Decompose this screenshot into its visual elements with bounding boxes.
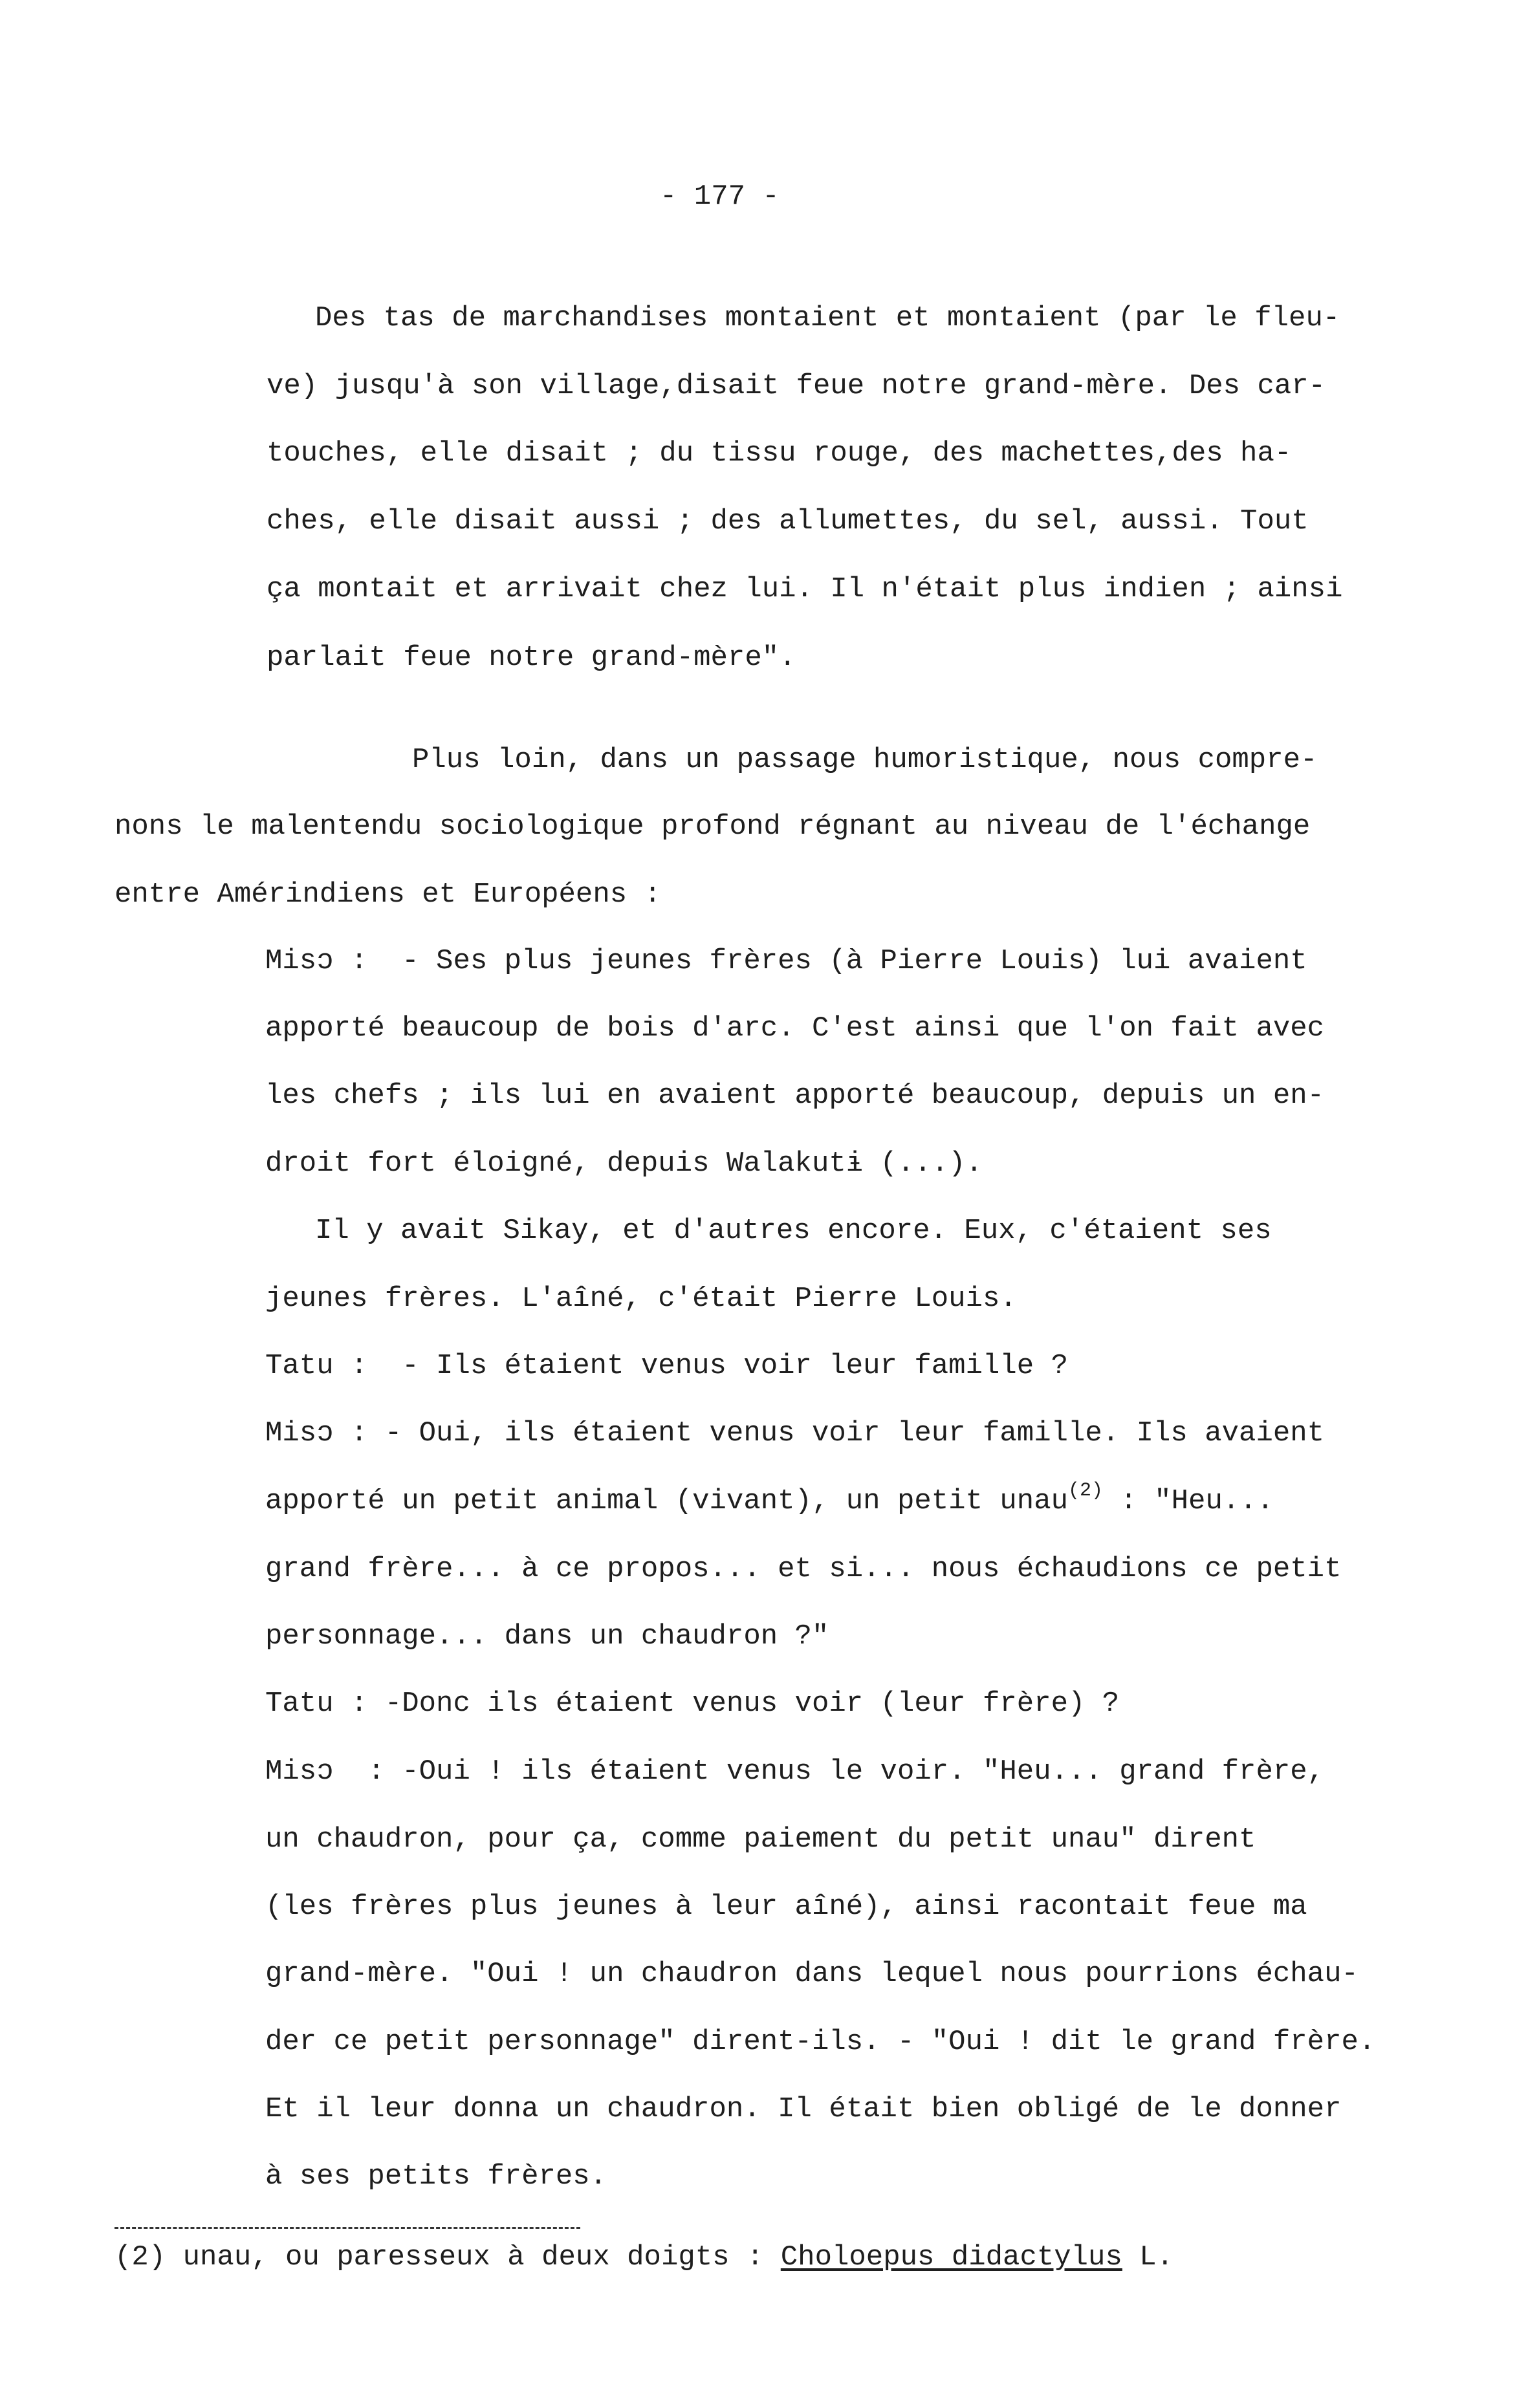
dialogue-line-2: apporté beaucoup de bois d'arc. C'est ainsi que l'on fait avec (265, 1012, 1325, 1045)
paragraph-2-line-3: entre Amérindiens et Européens : (115, 878, 661, 911)
dialogue-line-14: un chaudron, pour ça, comme paiement du petit unau" dirent (265, 1823, 1256, 1856)
paragraph-2-line-1: Plus loin, dans un passage humoristique, nous compre- (412, 744, 1318, 776)
dialogue-line-16: grand-mère. "Oui ! un chaudron dans lequel nous pourrions échau- (265, 1958, 1359, 1990)
dialogue-line-3: les chefs ; ils lui en avaient apporté beaucoup, depuis un en- (265, 1079, 1325, 1112)
dialogue-line-8: Misɔ : - Oui, ils étaient venus voir leur famille. Ils avaient (265, 1417, 1325, 1449)
paragraph-1-line-2: ve) jusqu'à son village,disait feue notre grand-mère. Des car- (267, 370, 1326, 402)
dialogue-line-9-text: apporté un petit animal (vivant), un petit unau (265, 1485, 1069, 1517)
paragraph-1-line-1: Des tas de marchandises montaient et montaient (par le fleu- (315, 302, 1340, 334)
footnote-text: (2) unau, ou paresseux à deux doigts : (115, 2241, 781, 2273)
dialogue-line-6: jeunes frères. L'aîné, c'était Pierre Louis. (265, 1283, 1017, 1315)
paragraph-1-line-3: touches, elle disait ; du tissu rouge, des machettes,des ha- (267, 437, 1292, 470)
paragraph-1-line-6: parlait feue notre grand-mère". (267, 642, 796, 674)
dialogue-line-13: Misɔ : -Oui ! ils étaient venus le voir. "Heu... grand frère, (265, 1755, 1325, 1788)
dialogue-line-10: grand frère... à ce propos... et si... nous échaudions ce petit (265, 1553, 1342, 1585)
dialogue-line-9 (265, 1480, 1274, 1517)
dialogue-line-12: Tatu : -Donc ils étaient venus voir (leur frère) ? (265, 1687, 1120, 1720)
dialogue-line-4: droit fort éloigné, depuis Walakutɨ (...). (265, 1147, 983, 1180)
footnote-author: L. (1122, 2241, 1174, 2273)
dialogue-line-19: à ses petits frères. (265, 2160, 607, 2193)
paragraph-2-line-2: nons le malentendu sociologique profond régnant au niveau de l'échange (115, 810, 1311, 843)
page-number: - 177 - (660, 180, 780, 213)
dialogue-line-17: der ce petit personnage" dirent-ils. - "Oui ! dit le grand frère. (265, 2026, 1376, 2058)
footnote (115, 2243, 1173, 2272)
dialogue-line-15: (les frères plus jeunes à leur aîné), ainsi racontait feue ma (265, 1891, 1307, 1923)
dialogue-line-1: Misɔ : - Ses plus jeunes frères (à Pierre Louis) lui avaient (265, 945, 1307, 977)
dialogue-line-9-tail: : "Heu... (1103, 1485, 1274, 1517)
footnote-separator (115, 2227, 580, 2229)
dialogue-line-18: Et il leur donna un chaudron. Il était bien obligé de le donner (265, 2093, 1342, 2125)
dialogue-line-11: personnage... dans un chaudron ?" (265, 1620, 829, 1653)
footnote-reference: (2) (1068, 1480, 1104, 1502)
paragraph-1-line-5: ça montait et arrivait chez lui. Il n'était plus indien ; ainsi (267, 573, 1343, 605)
dialogue-line-5: Il y avait Sikay, et d'autres encore. Eux, c'étaient ses (315, 1215, 1272, 1247)
footnote-species-name: Choloepus didactylus (780, 2241, 1122, 2273)
paragraph-1-line-4: ches, elle disait aussi ; des allumettes, du sel, aussi. Tout (267, 505, 1309, 537)
dialogue-line-7: Tatu : - Ils étaient venus voir leur famille ? (265, 1350, 1069, 1382)
